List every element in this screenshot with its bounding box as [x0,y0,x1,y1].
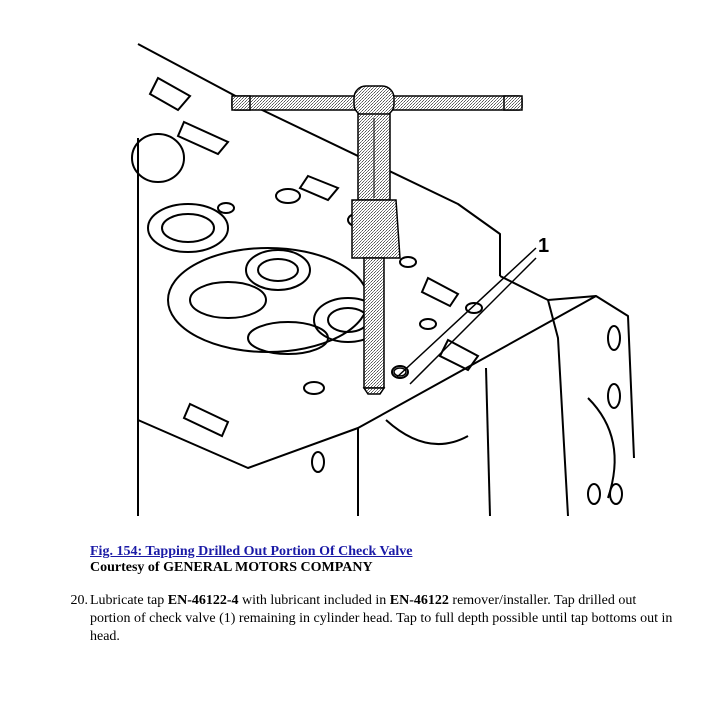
tool-number: EN-46122 [389,593,449,608]
step-text-part: with lubricant included in [238,593,390,608]
t-handle-tap [232,86,522,394]
cylinder-head-tap-illustration [128,38,648,520]
figure-caption [90,544,670,576]
tool-number: EN-46122-4 [167,593,239,608]
callout-label: 1 [538,235,550,257]
step-text-part: remover/installer. Tap drilled out portion of check valve (1) remaining in cylinder head. Tap to full depth possible until tap bottoms out in head. [90,593,673,644]
callout-leader [396,248,536,384]
step-number: 20. [70,593,88,608]
step-text [90,592,676,646]
procedure-step [64,592,676,646]
courtesy-line: Courtesy of GENERAL MOTORS COMPANY [90,560,373,575]
step-text-part: Lubricate tap [90,593,168,608]
figure-caption-link[interactable]: Fig. 154: Tapping Drilled Out Portion Of Check Valve [90,544,413,559]
